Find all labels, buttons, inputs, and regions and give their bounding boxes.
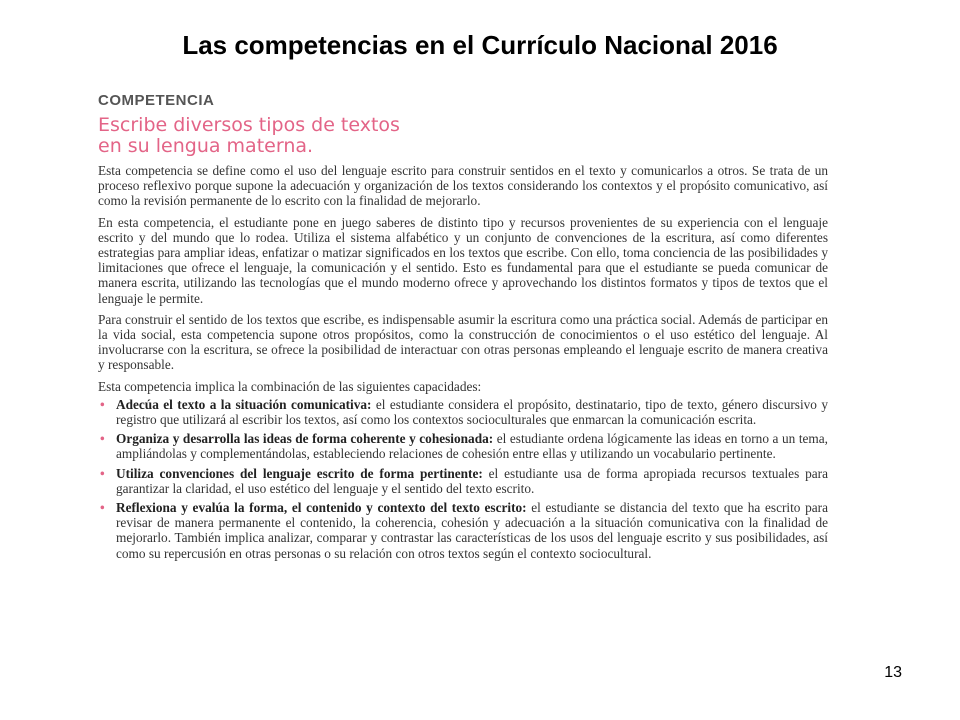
bullet-icon: • [100,500,105,516]
capacity-title: Reflexiona y evalúa la forma, el contenido y contexto del texto escrito: [116,500,527,516]
heading-line-2: en su lengua materna. [98,135,314,157]
paragraph-definition: Esta competencia se define como el uso del lenguaje escrito para construir sentidos en el texto y comunicarlos a otros. Se trata de un proceso reflexivo porque supone la adecuación y organización de los textos considerando los contextos y el propósito comunicativo, así como la revisión permanente de lo escrito con la finalidad de mejorarlo. [98,163,828,209]
capacity-item [98,431,828,461]
capacity-title: Utiliza convenciones del lenguaje escrito de forma pertinente: [116,465,483,481]
document-scan [98,92,828,670]
capacity-text: el estudiante usa de forma apropiada recursos textuales para garantizar la claridad, el uso estético del lenguaje y el sentido del texto escrito. [116,465,828,496]
capacity-text: el estudiante ordena lógicamente las ideas en torno a un tema, ampliándolas y complementándolas, estableciendo relaciones de cohesión entre ellas y utilizando un vocabulario pertinente. [116,431,828,462]
paragraph-student-knowledge: En esta competencia, el estudiante pone en juego saberes de distinto tipo y recursos provenientes de su experiencia con el lenguaje escrito y del mundo que lo rodea. Utiliza el sistema alfabético y un conjunto de convenciones de la escritura, así como diferentes estrategias para ampliar ideas, enfatizar o matizar significados en los textos que escribe. Con ello, toma conciencia de las posibilidades y limitaciones que ofrece el lenguaje, la comunicación y el sentido. Esto es fundamental para que el estudiante se pueda comunicar de manera escrita, utilizando las tecnologías que el mundo moderno ofrece y aprovechando los distintos formatos y tipos de textos que el lenguaje le permite. [98,214,828,306]
page-number: 13 [884,664,902,681]
competencia-kicker: COMPETENCIA [98,92,215,109]
capacities-intro: Esta competencia implica la combinación de las siguientes capacidades: [98,378,482,394]
bullet-icon: • [100,396,105,412]
capacity-text: el estudiante se distancia del texto que ha escrito para revisar de manera permanente el contenido, la coherencia, cohesión y adecuación a la situación comunicativa con la finalidad de mejorarlo. También implica analizar, comparar y contrastar las características de los usos del lenguaje escrito y sus posibilidades, así como su repercusión en otras personas o su relación con otros textos según el contexto sociocultural. [116,500,828,561]
capacity-text: el estudiante considera el propósito, destinatario, tipo de texto, género discursivo y registro que utilizará al escribir los textos, así como los contextos socioculturales que enmarcan la comunicación escrita. [116,396,828,428]
bullet-icon: • [100,465,105,481]
heading-line-1: Escribe diversos tipos de textos [98,114,400,136]
paragraph-social-practice: Para construir el sentido de los textos que escribe, es indispensable asumir la escritura como una práctica social. Además de participar en la vida social, esta competencia supone otros propósitos, como la construcción de conocimientos o el uso estético del lenguaje. Al involucrarse con la escritura, se ofrece la posibilidad de interactuar con otras personas empleando el lenguaje escrito de manera creativa y responsable. [98,311,828,373]
capacity-item [98,466,828,496]
competencia-heading [98,115,828,157]
capacity-item [98,500,828,561]
slide-title: Las competencias en el Currículo Nacional 2016 [182,30,778,60]
bullet-icon: • [100,431,105,447]
capacity-title: Adecúa el texto a la situación comunicativa: [116,396,372,412]
capacity-title: Organiza y desarrolla las ideas de forma coherente y cohesionada: [116,431,494,447]
capacity-item [98,397,828,427]
capacities-list [98,397,828,561]
